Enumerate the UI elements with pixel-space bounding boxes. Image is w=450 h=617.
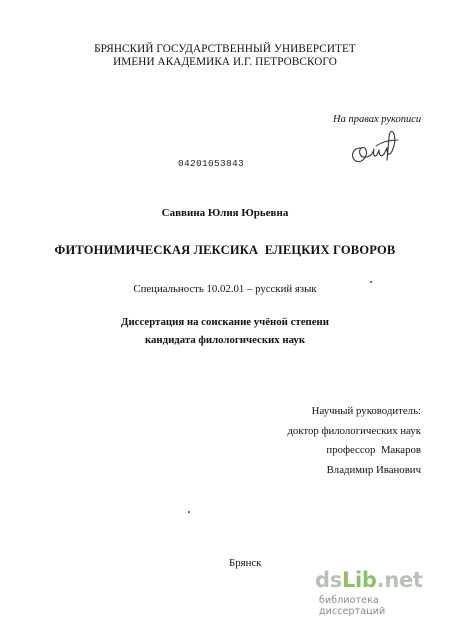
dslib-subtitle: библиотека диссертаций <box>319 595 386 617</box>
dissertation-degree-line2: кандидата филологических наук <box>144 334 306 346</box>
specialty-line: Специальность 10.02.01 – русский язык <box>133 283 317 295</box>
university-name-line1: БРЯНСКИЙ ГОСУДАРСТВЕННЫЙ УНИВЕРСИТЕТ <box>94 43 356 55</box>
supervisor-given-names: Владимир Иванович <box>326 463 421 476</box>
dissertation-degree-line1: Диссертация на соискание учёной степени <box>121 316 329 328</box>
supervisor-label: Научный руководитель: <box>311 405 421 417</box>
supervisor-block <box>287 402 421 480</box>
scan-speck <box>188 511 190 513</box>
signature-icon <box>346 128 406 168</box>
supervisor-title-surname: профессор Макаров <box>326 444 421 456</box>
city-year: Брянск <box>229 557 262 569</box>
dissertation-title: ФИТОНИМИЧЕСКАЯ ЛЕКСИКА ЕЛЕЦКИХ ГОВОРОВ <box>54 243 396 257</box>
dslib-logo: dsLib.net <box>315 568 423 592</box>
supervisor-degree: доктор филологических наук <box>287 424 421 437</box>
dslib-watermark <box>315 568 447 617</box>
registration-code: 04201053843 <box>178 158 245 169</box>
university-name-line2: ИМЕНИ АКАДЕМИКА И.Г. ПЕТРОВСКОГО <box>113 56 337 68</box>
author-name: Саввина Юлия Юрьевна <box>161 207 289 219</box>
manuscript-rights-label: На правах рукописи <box>333 114 422 125</box>
scan-speck <box>370 281 372 283</box>
